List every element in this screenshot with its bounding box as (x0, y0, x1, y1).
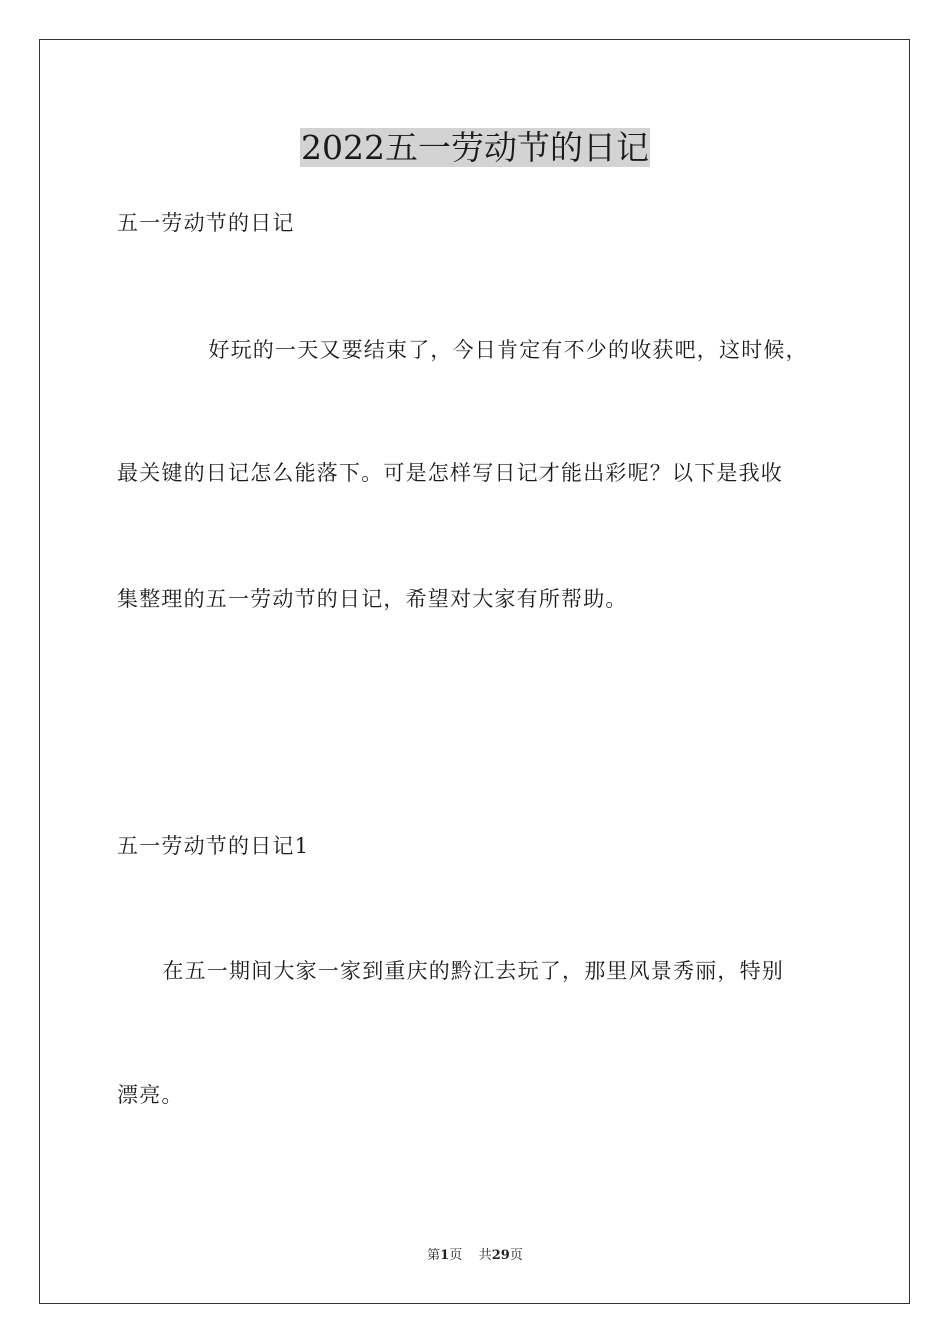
document-title-text: 2022五一劳动节的日记 (301, 128, 649, 167)
page-prefix: 第 (427, 1248, 441, 1263)
page-unit: 页 (449, 1248, 463, 1263)
section-heading: 五一劳动节的日记1 (117, 834, 310, 858)
page-footer (0, 1246, 950, 1266)
paragraph-line: 好玩的一天又要结束了，今日肯定有不少的收获吧，这时候， (164, 338, 808, 362)
paragraph-line: 集整理的五一劳动节的日记，希望对大家有所帮助。 (117, 587, 628, 611)
paragraph-line: 漂亮。 (117, 1083, 184, 1107)
section-heading: 五一劳动节的日记 (117, 211, 295, 235)
total-prefix: 共 (478, 1248, 492, 1263)
total-unit: 页 (509, 1248, 523, 1263)
page-current: 1 (440, 1248, 450, 1263)
paragraph-line: 在五一期间大家一家到重庆的黔江去玩了，那里风景秀丽，特别 (118, 959, 784, 983)
document-title (0, 126, 950, 170)
paragraph-line: 最关键的日记怎么能落下。可是怎样写日记才能出彩呢？以下是我收 (117, 461, 783, 485)
page-total: 29 (491, 1248, 510, 1263)
